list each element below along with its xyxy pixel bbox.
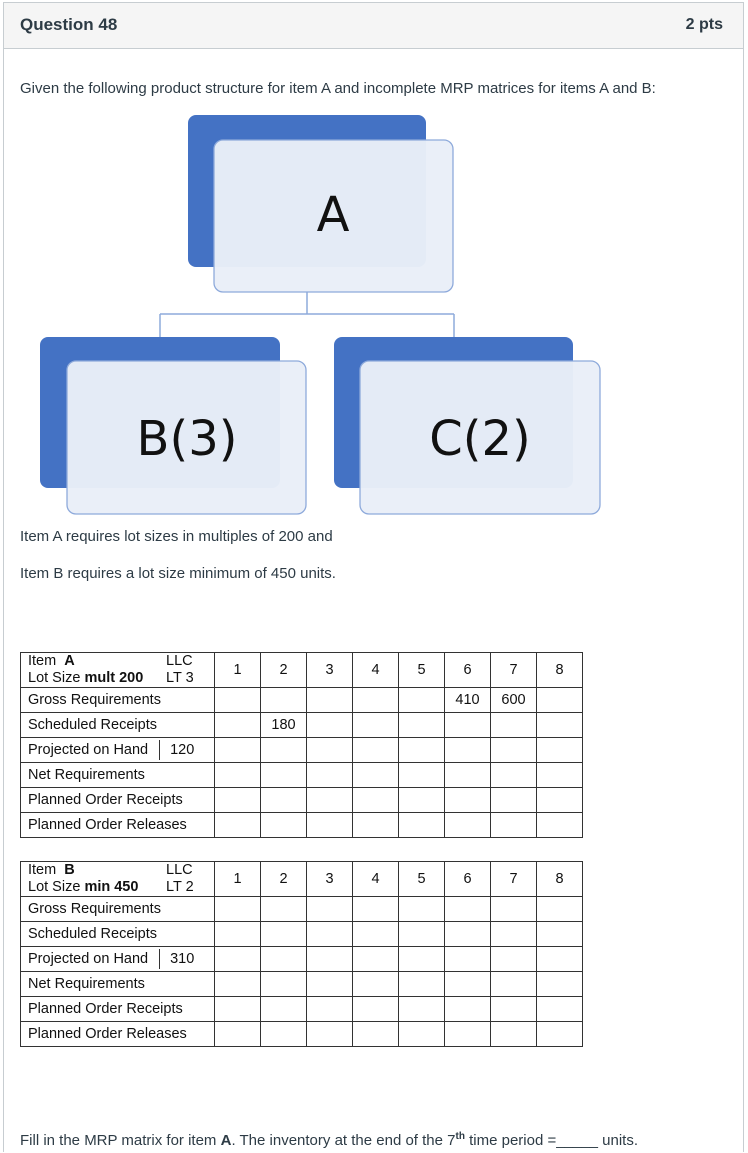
table-cell[interactable] bbox=[445, 922, 491, 947]
row-label: Planned Order Releases bbox=[21, 813, 215, 838]
table-header-label bbox=[21, 862, 215, 897]
row-label: Planned Order Receipts bbox=[21, 997, 215, 1022]
item-prefix: Item bbox=[28, 653, 57, 669]
table-cell[interactable] bbox=[445, 713, 491, 738]
row-label: Gross Requirements bbox=[21, 897, 215, 922]
table-cell[interactable] bbox=[261, 763, 307, 788]
product-structure-diagram bbox=[0, 0, 748, 520]
lot-prefix: Lot Size bbox=[28, 670, 81, 686]
period-header: 4 bbox=[353, 653, 399, 688]
table-cell[interactable] bbox=[399, 997, 445, 1022]
divider bbox=[159, 740, 160, 760]
table-cell[interactable] bbox=[261, 897, 307, 922]
table-cell[interactable] bbox=[215, 897, 261, 922]
table-cell[interactable] bbox=[491, 947, 537, 972]
lead-time: LT 3 bbox=[166, 670, 194, 686]
period-header: 1 bbox=[215, 653, 261, 688]
item-prefix: Item bbox=[28, 862, 57, 878]
table-cell[interactable] bbox=[537, 922, 583, 947]
table-cell[interactable] bbox=[215, 1022, 261, 1047]
row-label: Gross Requirements bbox=[21, 688, 215, 713]
table-cell[interactable] bbox=[353, 688, 399, 713]
period-header: 5 bbox=[399, 653, 445, 688]
table-cell[interactable] bbox=[445, 1022, 491, 1047]
table-cell[interactable] bbox=[261, 688, 307, 713]
table-cell[interactable] bbox=[307, 813, 353, 838]
period-header: 5 bbox=[399, 862, 445, 897]
table-cell[interactable] bbox=[399, 688, 445, 713]
table-header-row bbox=[21, 862, 583, 897]
table-cell[interactable] bbox=[307, 897, 353, 922]
row-label: Planned Order Releases bbox=[21, 1022, 215, 1047]
table-cell[interactable]: 600 bbox=[491, 688, 537, 713]
table-cell[interactable] bbox=[445, 972, 491, 997]
table-cell[interactable] bbox=[215, 972, 261, 997]
table-cell[interactable] bbox=[399, 947, 445, 972]
prompt-text-1: Fill in the MRP matrix for item bbox=[20, 1132, 221, 1149]
table-cell[interactable] bbox=[537, 738, 583, 763]
row-label: Scheduled Receipts bbox=[21, 713, 215, 738]
llc-label: LLC bbox=[166, 653, 193, 669]
question-title: Question 48 bbox=[20, 15, 118, 34]
table-row bbox=[21, 738, 583, 763]
table-cell[interactable] bbox=[261, 1022, 307, 1047]
row-label: Net Requirements bbox=[21, 763, 215, 788]
period-header: 6 bbox=[445, 653, 491, 688]
table-row bbox=[21, 972, 583, 997]
period-header: 7 bbox=[491, 653, 537, 688]
period-header: 8 bbox=[537, 862, 583, 897]
period-header: 3 bbox=[307, 862, 353, 897]
table-cell[interactable] bbox=[491, 788, 537, 813]
table-row bbox=[21, 763, 583, 788]
divider bbox=[159, 949, 160, 969]
table-cell[interactable] bbox=[353, 972, 399, 997]
table-cell[interactable] bbox=[261, 788, 307, 813]
table-cell[interactable] bbox=[399, 788, 445, 813]
table-cell[interactable] bbox=[307, 997, 353, 1022]
initial-on-hand: 120 bbox=[170, 742, 195, 758]
table-cell[interactable] bbox=[491, 713, 537, 738]
table-row bbox=[21, 1022, 583, 1047]
table-cell[interactable] bbox=[353, 738, 399, 763]
prompt-superscript: th bbox=[455, 1131, 465, 1142]
table-cell[interactable] bbox=[445, 788, 491, 813]
table-cell[interactable] bbox=[399, 738, 445, 763]
table-row bbox=[21, 947, 583, 972]
table-cell[interactable] bbox=[445, 947, 491, 972]
table-cell[interactable] bbox=[353, 922, 399, 947]
table-cell[interactable] bbox=[445, 897, 491, 922]
table-row bbox=[21, 922, 583, 947]
table-cell[interactable] bbox=[537, 897, 583, 922]
table-cell[interactable] bbox=[215, 788, 261, 813]
table-cell[interactable] bbox=[215, 947, 261, 972]
table-cell[interactable] bbox=[307, 688, 353, 713]
table-cell[interactable] bbox=[491, 1022, 537, 1047]
row-label-projected-on-hand bbox=[21, 947, 215, 972]
table-cell[interactable] bbox=[353, 788, 399, 813]
mrp-table-b bbox=[20, 861, 583, 1047]
table-cell[interactable] bbox=[445, 763, 491, 788]
table-cell[interactable] bbox=[537, 713, 583, 738]
table-cell[interactable] bbox=[537, 947, 583, 972]
table-cell[interactable] bbox=[399, 813, 445, 838]
table-cell[interactable] bbox=[215, 738, 261, 763]
question-intro: Given the following product structure for item A and incomplete MRP matrices for items A and B: bbox=[20, 80, 656, 97]
question-points: 2 pts bbox=[685, 16, 723, 33]
period-header: 2 bbox=[261, 862, 307, 897]
question-prompt bbox=[20, 1131, 638, 1149]
table-cell[interactable] bbox=[491, 997, 537, 1022]
table-cell[interactable] bbox=[261, 813, 307, 838]
table-cell[interactable] bbox=[215, 997, 261, 1022]
table-cell[interactable] bbox=[399, 922, 445, 947]
node-b-label: B(3) bbox=[136, 411, 238, 467]
table-cell[interactable] bbox=[307, 947, 353, 972]
table-cell[interactable] bbox=[353, 947, 399, 972]
table-cell[interactable] bbox=[353, 997, 399, 1022]
table-cell[interactable] bbox=[491, 972, 537, 997]
table-cell[interactable] bbox=[307, 788, 353, 813]
table-cell[interactable] bbox=[353, 763, 399, 788]
period-header: 1 bbox=[215, 862, 261, 897]
table-cell[interactable] bbox=[491, 922, 537, 947]
table-cell[interactable] bbox=[307, 972, 353, 997]
table-cell[interactable] bbox=[537, 688, 583, 713]
table-cell[interactable] bbox=[215, 763, 261, 788]
node-c bbox=[334, 337, 600, 514]
row-label: Scheduled Receipts bbox=[21, 922, 215, 947]
table-row bbox=[21, 997, 583, 1022]
table-cell[interactable] bbox=[353, 713, 399, 738]
table-cell[interactable] bbox=[399, 763, 445, 788]
table-cell[interactable] bbox=[491, 813, 537, 838]
table-cell[interactable] bbox=[537, 997, 583, 1022]
table-row bbox=[21, 897, 583, 922]
table-cell[interactable] bbox=[445, 813, 491, 838]
table-cell[interactable] bbox=[445, 997, 491, 1022]
prompt-text-3: time period =_____ units. bbox=[464, 1132, 638, 1149]
note-item-b: Item B requires a lot size minimum of 450 units. bbox=[20, 565, 336, 582]
table-cell[interactable] bbox=[353, 813, 399, 838]
prompt-text-2: . The inventory at the end of the 7 bbox=[231, 1132, 456, 1149]
period-header: 6 bbox=[445, 862, 491, 897]
table-cell[interactable]: 410 bbox=[445, 688, 491, 713]
table-cell[interactable] bbox=[399, 897, 445, 922]
llc-label: LLC bbox=[166, 862, 193, 878]
prompt-item: A bbox=[220, 1132, 232, 1149]
period-header: 3 bbox=[307, 653, 353, 688]
lot-prefix: Lot Size bbox=[28, 879, 81, 895]
table-cell[interactable] bbox=[307, 713, 353, 738]
row-label: Projected on Hand bbox=[28, 742, 149, 758]
table-cell[interactable] bbox=[261, 972, 307, 997]
table-cell[interactable] bbox=[353, 1022, 399, 1047]
table-cell[interactable] bbox=[307, 1022, 353, 1047]
table-cell[interactable] bbox=[491, 897, 537, 922]
node-c-label: C(2) bbox=[429, 411, 531, 467]
table-cell[interactable] bbox=[261, 738, 307, 763]
table-cell[interactable] bbox=[537, 788, 583, 813]
table-cell[interactable] bbox=[261, 947, 307, 972]
node-a-label: A bbox=[316, 187, 350, 243]
table-cell[interactable] bbox=[399, 972, 445, 997]
table-cell[interactable] bbox=[261, 922, 307, 947]
period-header: 2 bbox=[261, 653, 307, 688]
row-label-projected-on-hand bbox=[21, 738, 215, 763]
period-header: 4 bbox=[353, 862, 399, 897]
table-header-label bbox=[21, 653, 215, 688]
lead-time: LT 2 bbox=[166, 879, 194, 895]
table-cell[interactable] bbox=[307, 763, 353, 788]
table-cell[interactable] bbox=[399, 1022, 445, 1047]
item-name: A bbox=[64, 653, 75, 669]
row-label: Planned Order Receipts bbox=[21, 788, 215, 813]
table-cell[interactable] bbox=[491, 763, 537, 788]
tree-connectors bbox=[160, 292, 454, 338]
table-row bbox=[21, 688, 583, 713]
table-cell[interactable] bbox=[215, 688, 261, 713]
table-cell[interactable] bbox=[537, 1022, 583, 1047]
table-header-row bbox=[21, 653, 583, 688]
node-b bbox=[40, 337, 306, 514]
mrp-table-a bbox=[20, 652, 583, 838]
table-row bbox=[21, 713, 583, 738]
table-cell[interactable] bbox=[215, 713, 261, 738]
table-cell[interactable] bbox=[261, 997, 307, 1022]
table-cell[interactable] bbox=[307, 922, 353, 947]
table-cell[interactable] bbox=[445, 738, 491, 763]
table-cell[interactable] bbox=[215, 813, 261, 838]
table-cell[interactable] bbox=[537, 972, 583, 997]
table-row bbox=[21, 788, 583, 813]
item-name: B bbox=[64, 862, 75, 878]
table-cell[interactable]: 180 bbox=[261, 713, 307, 738]
row-label: Projected on Hand bbox=[28, 951, 149, 967]
table-cell[interactable] bbox=[537, 763, 583, 788]
row-label: Net Requirements bbox=[21, 972, 215, 997]
period-header: 7 bbox=[491, 862, 537, 897]
note-item-a: Item A requires lot sizes in multiples of 200 and bbox=[20, 528, 333, 545]
period-header: 8 bbox=[537, 653, 583, 688]
table-cell[interactable] bbox=[307, 738, 353, 763]
table-row bbox=[21, 813, 583, 838]
table-cell[interactable] bbox=[353, 897, 399, 922]
table-cell[interactable] bbox=[215, 922, 261, 947]
table-cell[interactable] bbox=[537, 813, 583, 838]
initial-on-hand: 310 bbox=[170, 951, 195, 967]
node-a bbox=[188, 115, 453, 292]
table-cell[interactable] bbox=[491, 738, 537, 763]
lot-rule: mult 200 bbox=[84, 670, 144, 686]
table-cell[interactable] bbox=[399, 713, 445, 738]
lot-rule: min 450 bbox=[84, 879, 139, 895]
